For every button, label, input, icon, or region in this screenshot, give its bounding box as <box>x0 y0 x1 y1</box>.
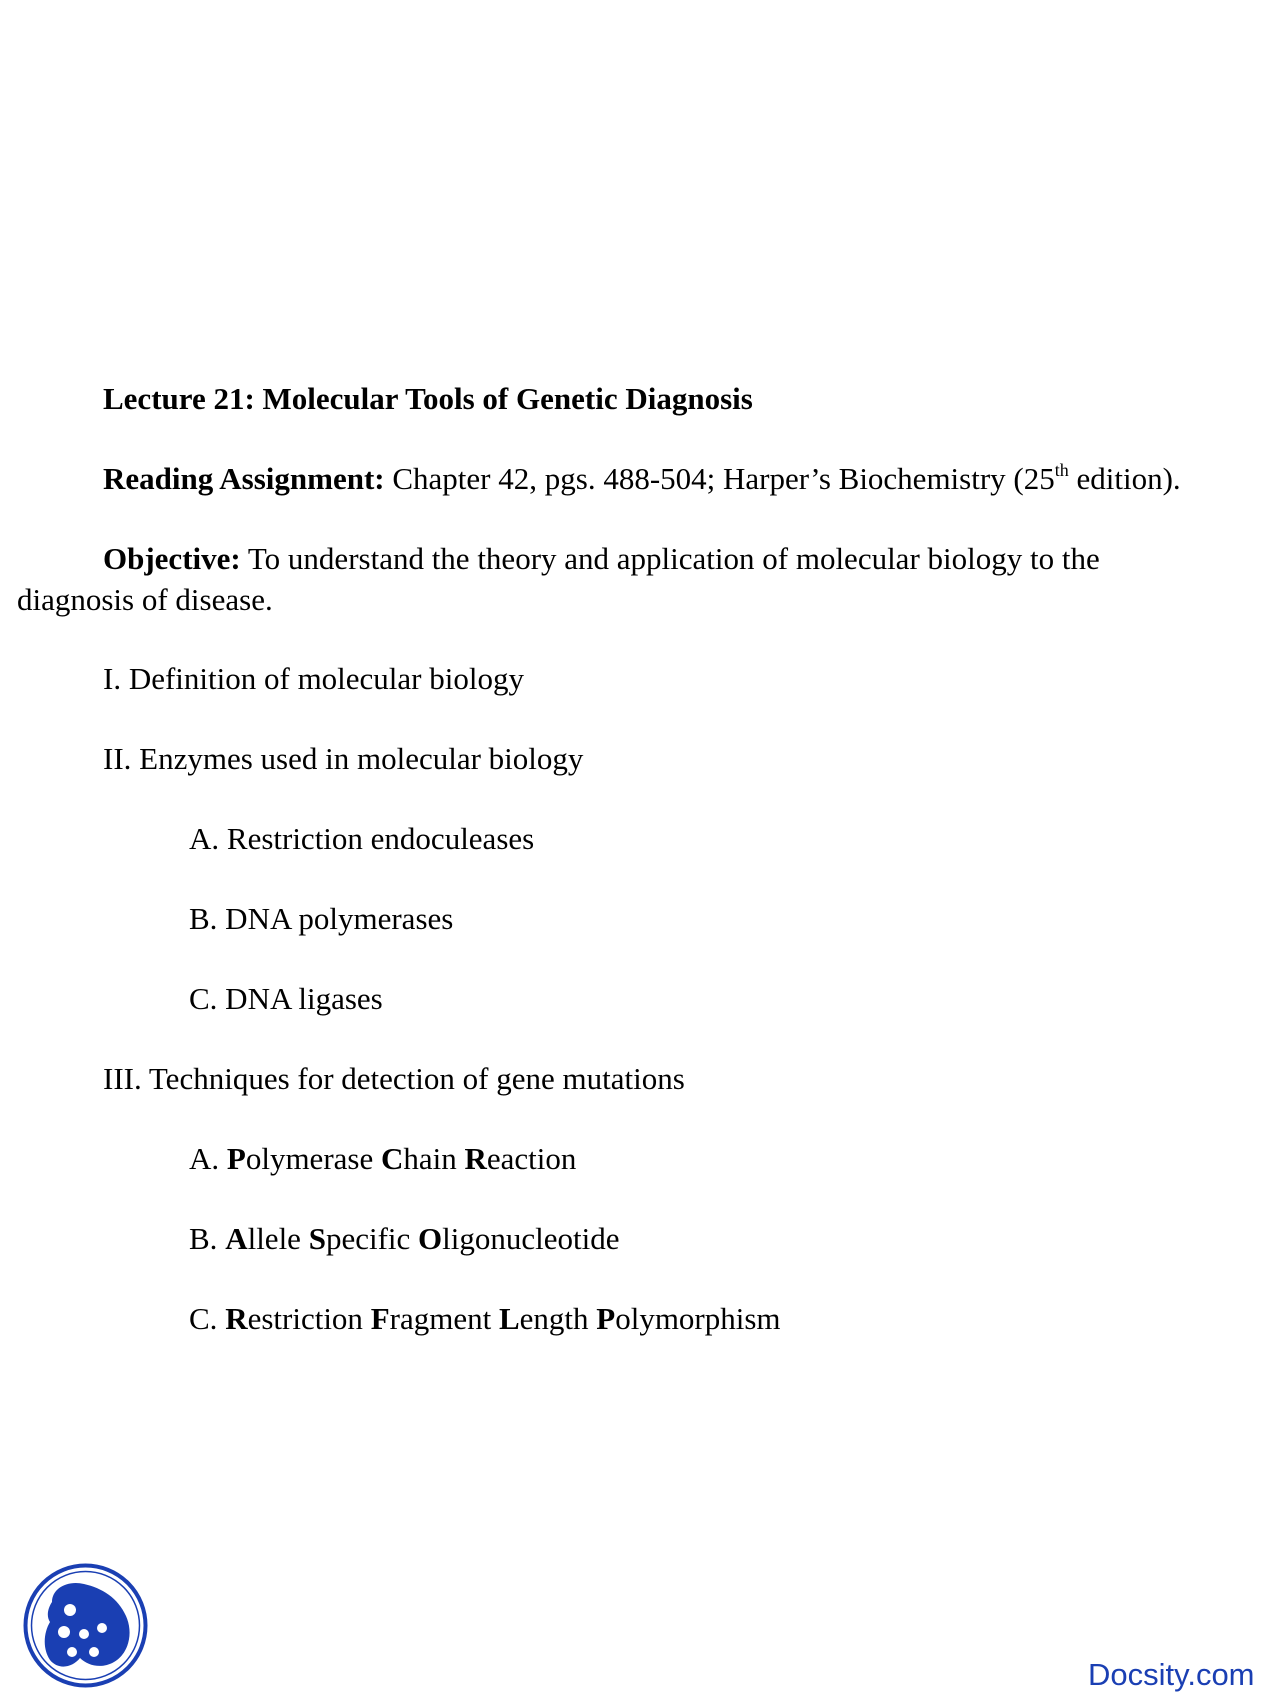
acronym-letter: A <box>225 1221 248 1256</box>
acronym-letter: O <box>418 1221 443 1256</box>
reading-text-end: edition). <box>1068 461 1181 496</box>
objective-text: To understand the theory and application of molecular biology to the <box>240 541 1100 576</box>
objective-line-2: diagnosis of disease. <box>17 582 273 617</box>
outline-item-3b <box>189 1219 619 1259</box>
outline-section-1: I. Definition of molecular biology <box>103 661 524 696</box>
word-rest: estriction <box>247 1301 371 1336</box>
word-rest: ligonucleotide <box>442 1221 620 1256</box>
outline-item-3c <box>189 1299 781 1339</box>
item-prefix: A. <box>189 1141 227 1176</box>
word-rest: pecific <box>325 1221 419 1256</box>
reading-assignment <box>103 459 1181 499</box>
reading-superscript: th <box>1054 459 1069 480</box>
acronym-letter: L <box>498 1301 520 1336</box>
item-prefix: C. <box>189 1301 226 1336</box>
acronym-letter: P <box>596 1301 616 1336</box>
word-rest: olymorphism <box>615 1301 781 1336</box>
outline-item-2b: B. DNA polymerases <box>189 901 454 936</box>
outline-section-3: III. Techniques for detection of gene mutations <box>103 1061 685 1096</box>
lecture-title: Lecture 21: Molecular Tools of Genetic Diagnosis <box>103 381 753 416</box>
word-rest: hain <box>403 1141 465 1176</box>
item-prefix: B. <box>189 1221 226 1256</box>
word-rest: olymerase <box>245 1141 381 1176</box>
docsity-brand-link[interactable]: Docsity.com <box>1088 1657 1255 1692</box>
word-rest: eaction <box>486 1141 577 1176</box>
reading-text: Chapter 42, pgs. 488-504; Harper’s Biochemistry (25 <box>384 461 1055 496</box>
word-rest: ength <box>519 1301 597 1336</box>
acronym-letter: R <box>225 1301 248 1336</box>
acronym-letter: F <box>370 1301 390 1336</box>
objective-line-1 <box>103 539 1100 579</box>
word-rest: ragment <box>389 1301 499 1336</box>
docsity-logo-icon[interactable] <box>22 1562 149 1689</box>
acronym-letter: P <box>226 1141 246 1176</box>
acronym-letter: R <box>464 1141 487 1176</box>
outline-item-2c: C. DNA ligases <box>189 981 383 1016</box>
acronym-letter: C <box>380 1141 404 1176</box>
objective-label: Objective: <box>103 541 241 576</box>
word-rest: llele <box>247 1221 309 1256</box>
acronym-letter: S <box>308 1221 326 1256</box>
outline-section-2: II. Enzymes used in molecular biology <box>103 741 584 776</box>
outline-item-3a <box>189 1139 576 1179</box>
reading-label: Reading Assignment: <box>103 461 385 496</box>
outline-item-2a: A. Restriction endoculeases <box>189 821 535 856</box>
